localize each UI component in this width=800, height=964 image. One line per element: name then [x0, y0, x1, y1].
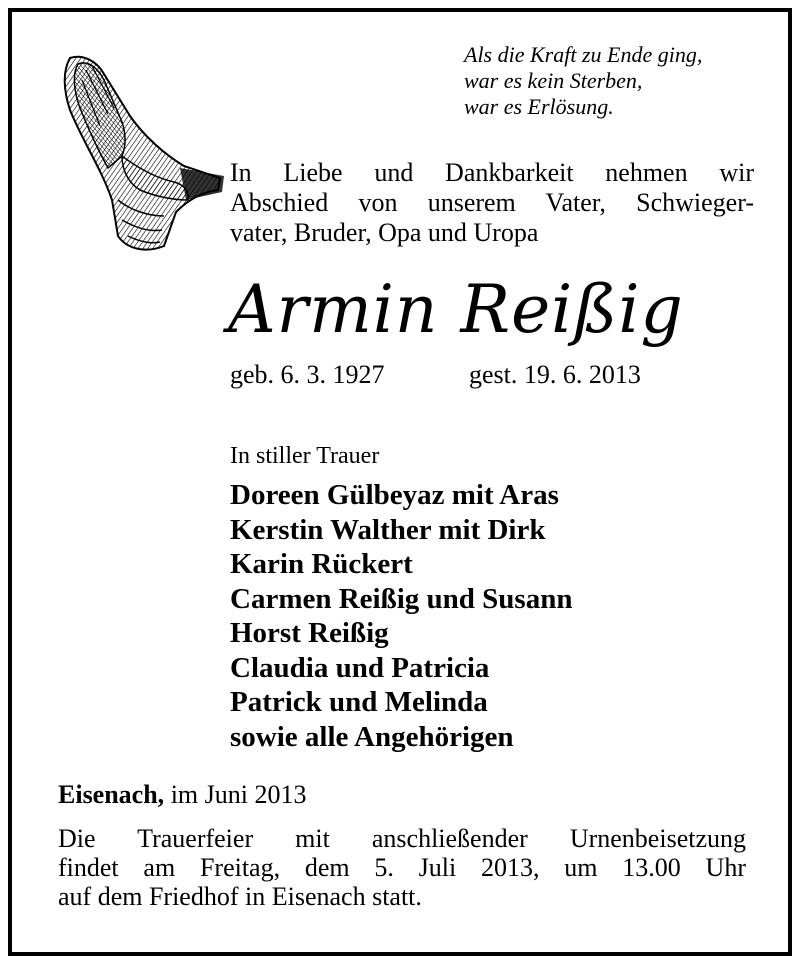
- deceased-name: Armin Reißig: [228, 271, 684, 348]
- mourners-list: [230, 478, 572, 754]
- mourner-name: Claudia und Patricia: [230, 651, 490, 684]
- ceremony-details: [58, 824, 746, 911]
- mourner-name: Doreen Gülbeyaz mit Aras: [230, 479, 559, 511]
- motto-line: war es Erlösung.: [464, 94, 614, 119]
- intro-line: In Liebe und Dankbarkeit nehmen wir: [230, 158, 754, 187]
- intro-line: vater, Bruder, Opa und Uropa: [230, 218, 539, 247]
- ceremony-line: findet am Freitag, dem 5. Juli 2013, um 13.00 Uhr: [58, 853, 746, 882]
- mourner-name: Horst Reißig: [230, 617, 389, 649]
- notice-date: im Juni 2013: [170, 780, 307, 809]
- motto-line: war es kein Sterben,: [464, 68, 643, 93]
- mourner-name: Karin Rückert: [230, 548, 413, 580]
- death-date: gest. 19. 6. 2013: [469, 360, 641, 389]
- mourning-heading: In stiller Trauer: [230, 443, 380, 469]
- place-name: Eisenach,: [58, 780, 165, 809]
- obituary-notice: [8, 8, 792, 956]
- mourner-name: Kerstin Walther mit Dirk: [230, 513, 546, 546]
- mourner-name: sowie alle Angehörigen: [230, 720, 514, 753]
- birth-date: geb. 6. 3. 1927: [230, 360, 385, 389]
- motto-line: Als die Kraft zu Ende ging,: [464, 42, 703, 67]
- intro-line: Abschied von unserem Vater, Schwieger-: [230, 188, 754, 217]
- motto-verse: [464, 42, 784, 120]
- praying-hands-icon: [52, 50, 228, 256]
- ceremony-line: auf dem Friedhof in Eisenach statt.: [58, 882, 422, 911]
- mourner-name: Carmen Reißig und Susann: [230, 582, 573, 615]
- intro-text: [230, 158, 754, 248]
- mourner-name: Patrick und Melinda: [230, 686, 488, 718]
- ceremony-line: Die Trauerfeier mit anschließender Urnenbeisetzung: [58, 824, 746, 853]
- place-date: [58, 780, 306, 810]
